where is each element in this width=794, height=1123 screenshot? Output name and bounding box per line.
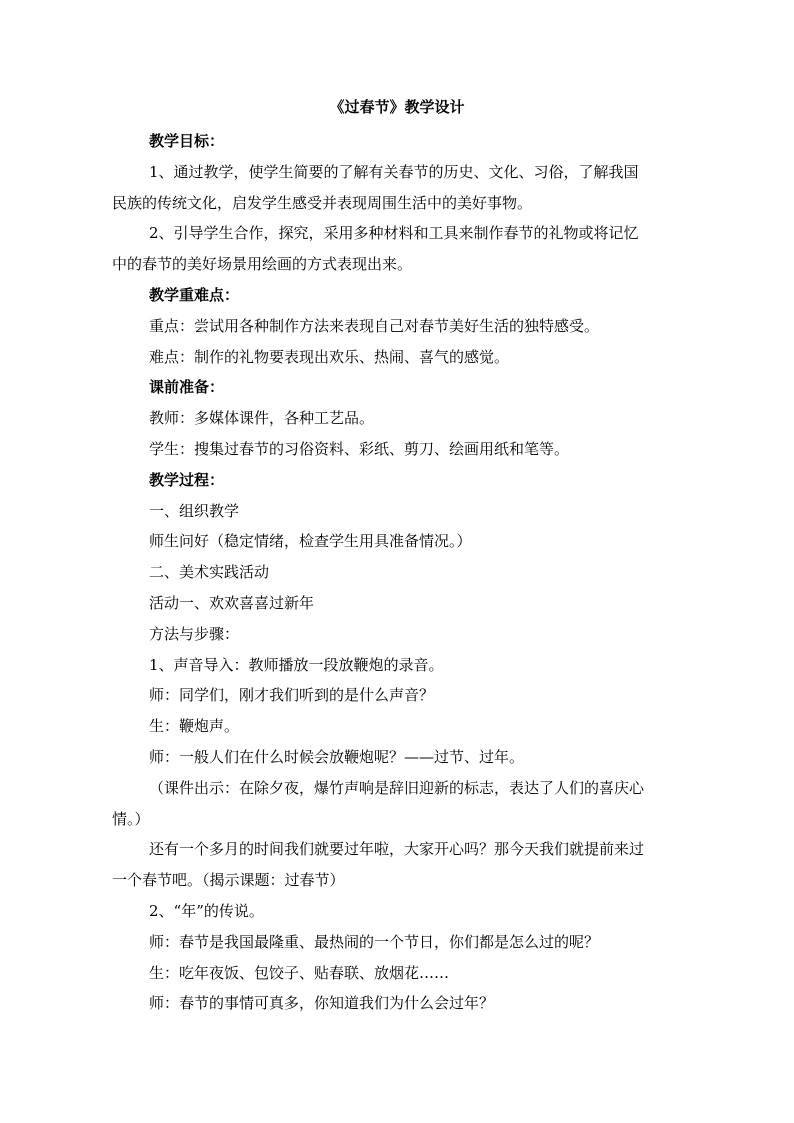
paragraph-line: 师：春节是我国最隆重、最热闹的一个节日，你们都是怎么过的呢？ bbox=[149, 932, 600, 951]
paragraph-line: 1、声音导入：教师播放一段放鞭炮的录音。 bbox=[149, 655, 444, 674]
paragraph-line: 2、引导学生合作，探究，采用多种材料和工具来制作春节的礼物或将记忆 bbox=[149, 224, 639, 243]
paragraph-line: 生：吃年夜饭、包饺子、贴春联、放烟花…… bbox=[149, 963, 450, 982]
paragraph-line: 二、美术实践活动 bbox=[149, 563, 270, 582]
page-title: 《过春节》教学设计 bbox=[329, 98, 465, 116]
paragraph-line: 师生问好（稳定情绪，检查学生用具准备情况。） bbox=[149, 532, 472, 551]
paragraph-line: 1、通过教学，使学生简要的了解有关春节的历史、文化、习俗，了解我国 bbox=[149, 162, 639, 181]
paragraph-line: 方法与步骤： bbox=[149, 624, 240, 643]
paragraph-line: 一个春节吧。（揭示课题：过春节） bbox=[112, 871, 345, 890]
paragraph-line: 教师：多媒体课件，各种工艺品。 bbox=[149, 409, 375, 428]
paragraph-line: 生：鞭炮声。 bbox=[149, 717, 240, 736]
paragraph-line: 师：同学们，刚才我们听到的是什么声音？ bbox=[149, 686, 435, 705]
paragraph-line: 活动一、欢欢喜喜过新年 bbox=[149, 594, 315, 612]
paragraph-line: 民族的传统文化，启发学生感受并表现周围生活中的美好事物。 bbox=[112, 193, 533, 212]
paragraph-line: 还有一个多月的时间我们就要过年啦，大家开心吗？那今天我们就提前来过 bbox=[149, 840, 645, 859]
paragraph-line: （课件出示：在除夕夜，爆竹声响是辞旧迎新的标志，表达了人们的喜庆心 bbox=[149, 778, 645, 797]
section-heading: 教学目标： bbox=[149, 132, 225, 150]
paragraph-line: 一、组织教学 bbox=[149, 501, 240, 520]
paragraph-line: 学生：搜集过春节的习俗资料、彩纸、剪刀、绘画用纸和笔等。 bbox=[149, 440, 570, 458]
paragraph-line: 重点：尝试用各种制作方法来表现自己对春节美好生活的独特感受。 bbox=[149, 316, 600, 335]
paragraph-line: 师：春节的事情可真多，你知道我们为什么会过年？ bbox=[149, 994, 495, 1013]
paragraph-line: 2、“年”的传说。 bbox=[149, 902, 264, 920]
paragraph-line: 情。） bbox=[112, 809, 150, 828]
paragraph-line: 中的春节的美好场景用绘画的方式表现出来。 bbox=[112, 255, 413, 274]
paragraph-line: 师：一般人们在什么时候会放鞭炮呢？——过节、过年。 bbox=[149, 748, 525, 766]
section-heading: 教学重难点： bbox=[149, 286, 240, 304]
section-heading: 教学过程： bbox=[149, 470, 225, 489]
paragraph-line: 难点：制作的礼物要表现出欢乐、热闹、喜气的感觉。 bbox=[149, 347, 510, 366]
section-heading: 课前准备： bbox=[149, 378, 225, 397]
